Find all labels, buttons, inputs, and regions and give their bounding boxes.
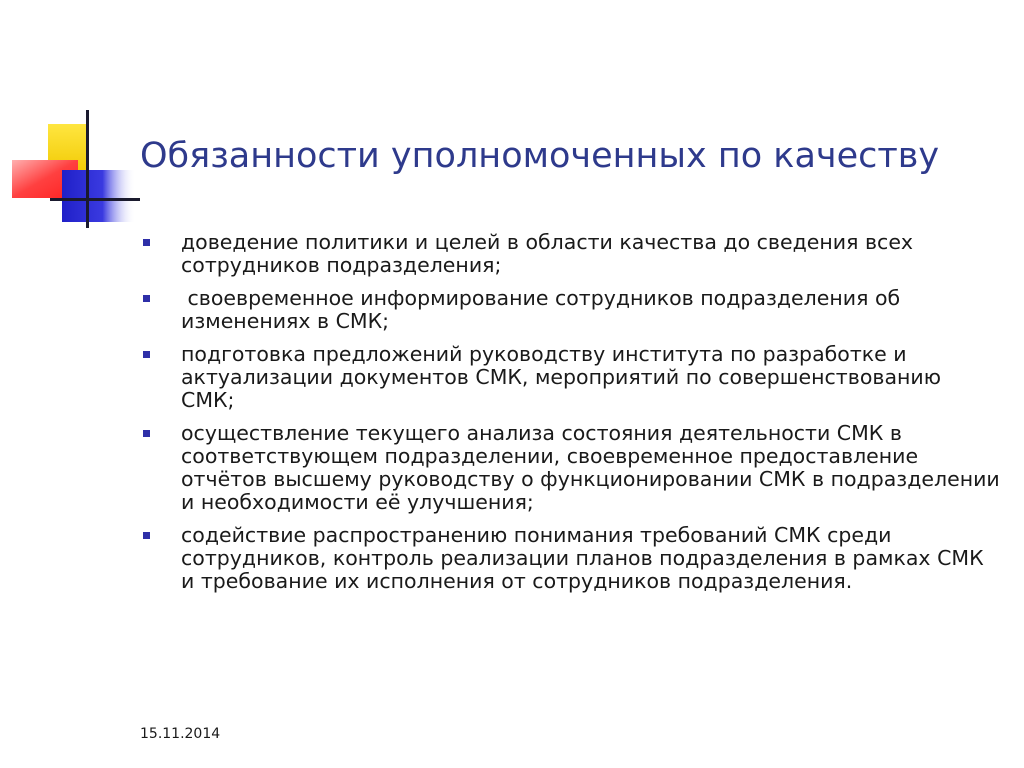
- square-bullet-icon: [143, 351, 150, 358]
- blue-square: [62, 170, 136, 222]
- bullet-text: своевременное информирование сотрудников подразделения об изменениях в СМК;: [181, 286, 907, 333]
- list-item: [140, 287, 1000, 333]
- decorative-squares-logo: [0, 0, 150, 240]
- square-bullet-icon: [143, 239, 150, 246]
- bullet-text: содействие распространению понимания требований СМК среди сотрудников, контроль реализации планов подразделения в рамках СМК и требование их исполнения от сотрудников подразделения.: [181, 523, 984, 593]
- bullet-text: подготовка предложений руководству института по разработке и актуализации документов СМК, мероприятий по совершенствованию СМК;: [181, 342, 941, 412]
- list-item: [140, 231, 1000, 277]
- square-bullet-icon: [143, 532, 150, 539]
- list-item: [140, 422, 1000, 514]
- bullet-text: доведение политики и целей в области качества до сведения всех сотрудников подразделения;: [181, 230, 914, 277]
- square-bullet-icon: [143, 295, 150, 302]
- square-bullet-icon: [143, 430, 150, 437]
- logo-horizontal-line: [50, 198, 140, 201]
- slide-title: Обязанности уполномоченных по качеству: [140, 136, 940, 176]
- list-item: [140, 343, 1000, 412]
- logo-vertical-line: [86, 110, 89, 228]
- list-item: [140, 524, 1000, 593]
- bullet-text: осуществление текущего анализа состояния деятельности СМК в соответствующем подразделении, своевременное предоставление отчётов высшему руководству о функционировании СМК в подразделении и необходимости её улучшения;: [181, 421, 1000, 514]
- slide-date: 15.11.2014: [140, 726, 221, 742]
- bullet-list: [140, 231, 1000, 603]
